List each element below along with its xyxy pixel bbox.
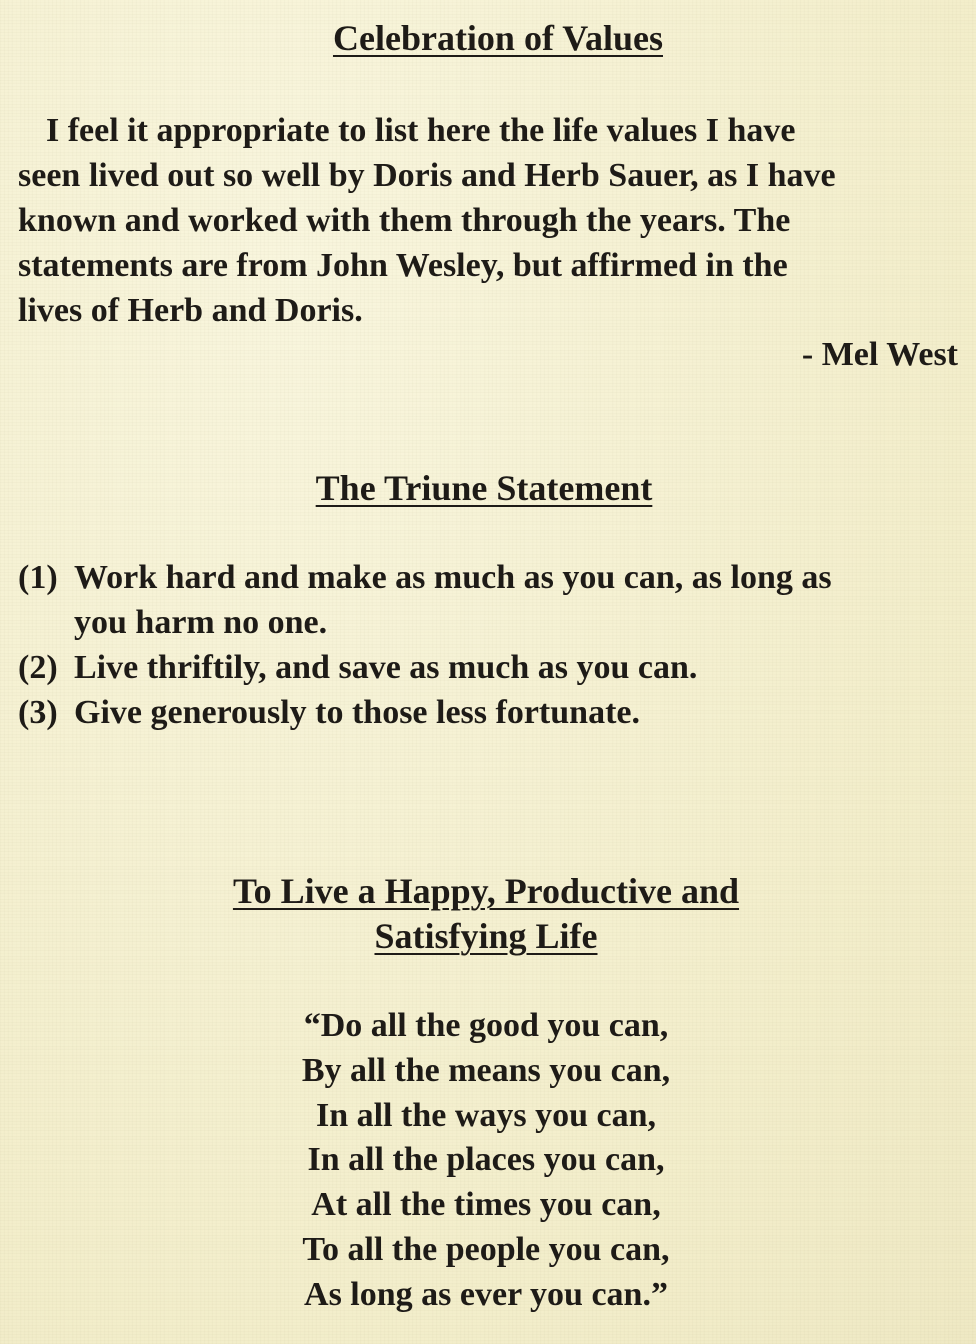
intro-line: I feel it appropriate to list here the life values I have <box>46 112 796 149</box>
intro-line: lives of Herb and Doris. <box>18 292 363 329</box>
list-item <box>18 690 968 735</box>
wesley-quote <box>0 1004 974 1318</box>
triune-list <box>18 555 968 735</box>
quote-line: In all the ways you can, <box>315 1096 657 1134</box>
item-text: Give generously to those less fortunate. <box>74 694 640 731</box>
celebration-title <box>10 16 976 61</box>
item-text: Live thriftily, and save as much as you can. <box>74 649 698 686</box>
item-number: (2) <box>18 649 58 686</box>
triune-title <box>0 466 972 511</box>
happy-life-title-line2: Satisfying Life <box>374 916 598 956</box>
quote-line: By all the means you can, <box>301 1051 671 1089</box>
quote-line: At all the times you can, <box>311 1186 661 1224</box>
item-number: (3) <box>18 694 58 731</box>
quote-line: In all the places you can, <box>307 1141 665 1179</box>
attribution: - Mel West <box>801 336 958 373</box>
triune-title-text: The Triune Statement <box>315 468 653 508</box>
item-text: Work hard and make as much as you can, as long as <box>74 559 832 596</box>
item-text-continued: you harm no one. <box>74 604 328 641</box>
list-item <box>18 555 968 645</box>
intro-paragraph <box>18 108 968 333</box>
list-item <box>18 645 968 690</box>
intro-line: known and worked with them through the years. The <box>18 202 791 239</box>
quote-line: To all the people you can, <box>302 1230 670 1268</box>
intro-line: seen lived out so well by Doris and Herb Sauer, as I have <box>18 157 836 194</box>
intro-line: statements are from John Wesley, but affirmed in the <box>18 247 788 284</box>
item-number: (1) <box>18 559 58 596</box>
happy-life-title <box>0 869 974 959</box>
quote-line: “Do all the good you can, <box>303 1007 669 1044</box>
happy-life-title-line1: To Live a Happy, Productive and <box>232 871 740 911</box>
celebration-title-text: Celebration of Values <box>332 18 663 58</box>
quote-line: As long as ever you can.” <box>304 1275 668 1313</box>
